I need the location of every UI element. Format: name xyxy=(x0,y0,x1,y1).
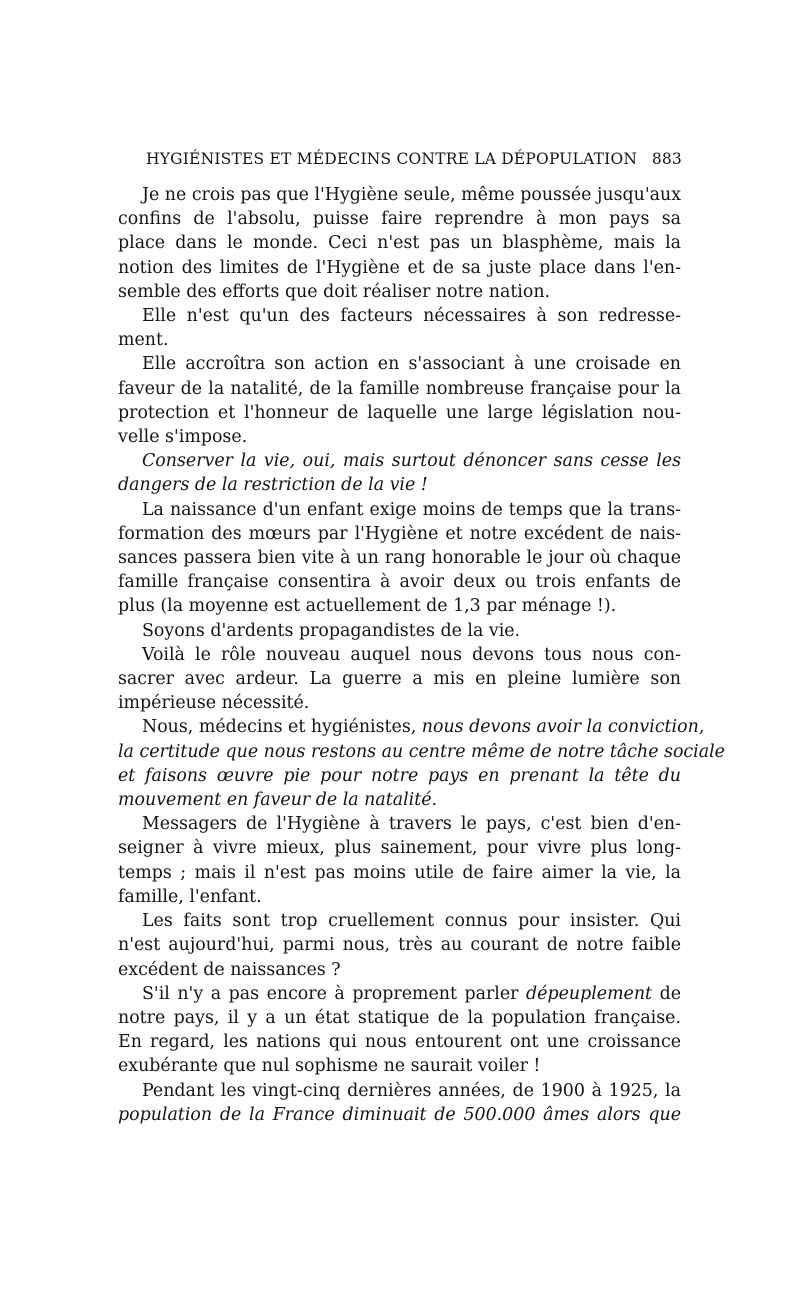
text-line xyxy=(118,1030,681,1054)
text-line-content: famille française consentira à avoir deux ou trois enfants de xyxy=(118,572,681,593)
text-line-content: Je ne crois pas que l'Hygiène seule, même poussée jusqu'aux xyxy=(142,185,681,205)
text-line-content: Voilà le rôle nouveau auquel nous devons tous nous con- xyxy=(142,644,681,665)
text-line xyxy=(118,885,681,909)
text-line-content: confins de l'absolu, puisse faire reprendre à mon pays sa xyxy=(118,209,681,230)
text-line xyxy=(118,401,681,425)
text-line-content: dangers de la restriction de la vie ! xyxy=(118,475,428,496)
text-line xyxy=(118,691,681,715)
text-line-content: la certitude que nous restons au centre même de notre tâche sociale xyxy=(118,741,725,762)
text-line-emphasis: dépeuplement xyxy=(526,983,653,1004)
text-line-content: Elle n'est qu'un des facteurs nécessaires à son redresse- xyxy=(142,306,681,327)
text-line-content: population de la France diminuait de 500.000 âmes alors que xyxy=(118,1104,681,1125)
running-header xyxy=(146,150,682,174)
running-title: HYGIÉNISTES ET MÉDECINS CONTRE LA DÉPOPULATION xyxy=(146,150,638,168)
text-line-content: S'il n'y a pas encore à proprement parler xyxy=(142,983,527,1004)
text-line-content: impérieuse nécessité. xyxy=(118,693,310,714)
text-line-content: Messagers de l'Hygiène à travers le pays, c'est bien d'en- xyxy=(142,814,681,835)
text-line-content: notion des limites de l'Hygiène et de sa juste place dans l'en- xyxy=(118,257,681,278)
text-line-content: Nous, médecins et hygiénistes, xyxy=(142,717,422,738)
text-line xyxy=(118,449,681,473)
text-line-suffix: de xyxy=(652,983,682,1004)
text-line-content: Soyons d'ardents propagandistes de la vie. xyxy=(142,620,521,641)
text-line-content: semble des efforts que doit réaliser notre nation. xyxy=(118,281,551,302)
text-line-content: sacrer avec ardeur. La guerre a mis en pleine lumière son xyxy=(118,669,681,690)
text-line xyxy=(118,982,681,1006)
text-line xyxy=(118,933,681,957)
text-line xyxy=(118,740,725,764)
text-line xyxy=(118,183,681,207)
text-line xyxy=(118,1006,681,1030)
text-line xyxy=(118,715,705,739)
text-line xyxy=(118,304,681,328)
text-line-content: velle s'impose. xyxy=(118,427,248,448)
text-line-content: excédent de naissances ? xyxy=(118,959,341,980)
text-line xyxy=(118,473,681,497)
text-line xyxy=(118,594,681,618)
text-line xyxy=(118,256,681,280)
text-line xyxy=(118,1079,681,1103)
text-line xyxy=(118,498,681,522)
text-line-content: En regard, les nations qui nous entourent ont une croissance xyxy=(118,1032,681,1053)
text-line-content: formation des mœurs par l'Hygiène et notre excédent de nais- xyxy=(118,523,681,544)
text-line-content: exubérante que nul sophisme ne saurait voiler ! xyxy=(118,1056,541,1077)
text-line xyxy=(118,231,681,255)
text-line xyxy=(118,812,681,836)
text-line-content: Elle accroîtra son action en s'associant à une croisade en xyxy=(142,354,681,375)
text-line xyxy=(118,425,681,449)
text-line-content: Pendant les vingt-cinq dernières années, de 1900 à 1925, la xyxy=(142,1080,681,1101)
text-line-content: seigner à vivre mieux, plus sainement, pour vivre plus long- xyxy=(118,838,681,859)
text-line-content: temps ; mais il n'est pas moins utile de faire aimer la vie, la xyxy=(118,862,681,883)
text-line-content: notre pays, il y a un état statique de la population française. xyxy=(118,1007,681,1028)
text-line xyxy=(118,861,681,885)
text-line xyxy=(118,764,681,788)
text-line xyxy=(118,570,681,594)
text-line-content: La naissance d'un enfant exige moins de temps que la trans- xyxy=(142,499,681,520)
text-line-content: protection et l'honneur de laquelle une large législation nou- xyxy=(118,402,681,423)
text-line xyxy=(118,958,681,982)
text-line-content: faveur de la natalité, de la famille nombreuse française pour la xyxy=(118,378,681,399)
text-line xyxy=(118,207,681,231)
text-line-content: famille, l'enfant. xyxy=(118,886,262,907)
text-line-content: plus (la moyenne est actuellement de 1,3 par ménage !). xyxy=(118,596,617,617)
text-line-content: ment. xyxy=(118,330,169,351)
body-text xyxy=(118,183,725,1127)
text-line xyxy=(118,836,681,860)
text-line-emphasis: nous devons avoir la conviction, xyxy=(421,717,705,738)
text-line xyxy=(118,1054,681,1078)
text-line-content: Conserver la vie, oui, mais surtout dénoncer sans cesse les xyxy=(142,451,681,472)
text-line-content: place dans le monde. Ceci n'est pas un blasphème, mais la xyxy=(118,233,681,254)
text-line xyxy=(118,546,681,570)
text-line-content: et faisons œuvre pie pour notre pays en prenant la tête du xyxy=(118,765,681,786)
text-line xyxy=(118,377,681,401)
text-line xyxy=(118,1103,681,1127)
page-number: 883 xyxy=(651,150,682,168)
text-line xyxy=(118,619,681,643)
text-line-content: n'est aujourd'hui, parmi nous, très au courant de notre faible xyxy=(118,935,681,956)
text-line-content: Les faits sont trop cruellement connus pour insister. Qui xyxy=(142,911,681,932)
text-line xyxy=(118,667,681,691)
text-line xyxy=(118,643,681,667)
text-line-content: mouvement en faveur de la natalité. xyxy=(118,790,438,811)
text-line-content: sances passera bien vite à un rang honorable le jour où chaque xyxy=(118,548,681,569)
text-line xyxy=(118,522,681,546)
text-line xyxy=(118,352,681,376)
text-line xyxy=(118,328,681,352)
text-line xyxy=(118,909,681,933)
text-line xyxy=(118,280,681,304)
text-line xyxy=(118,788,681,812)
